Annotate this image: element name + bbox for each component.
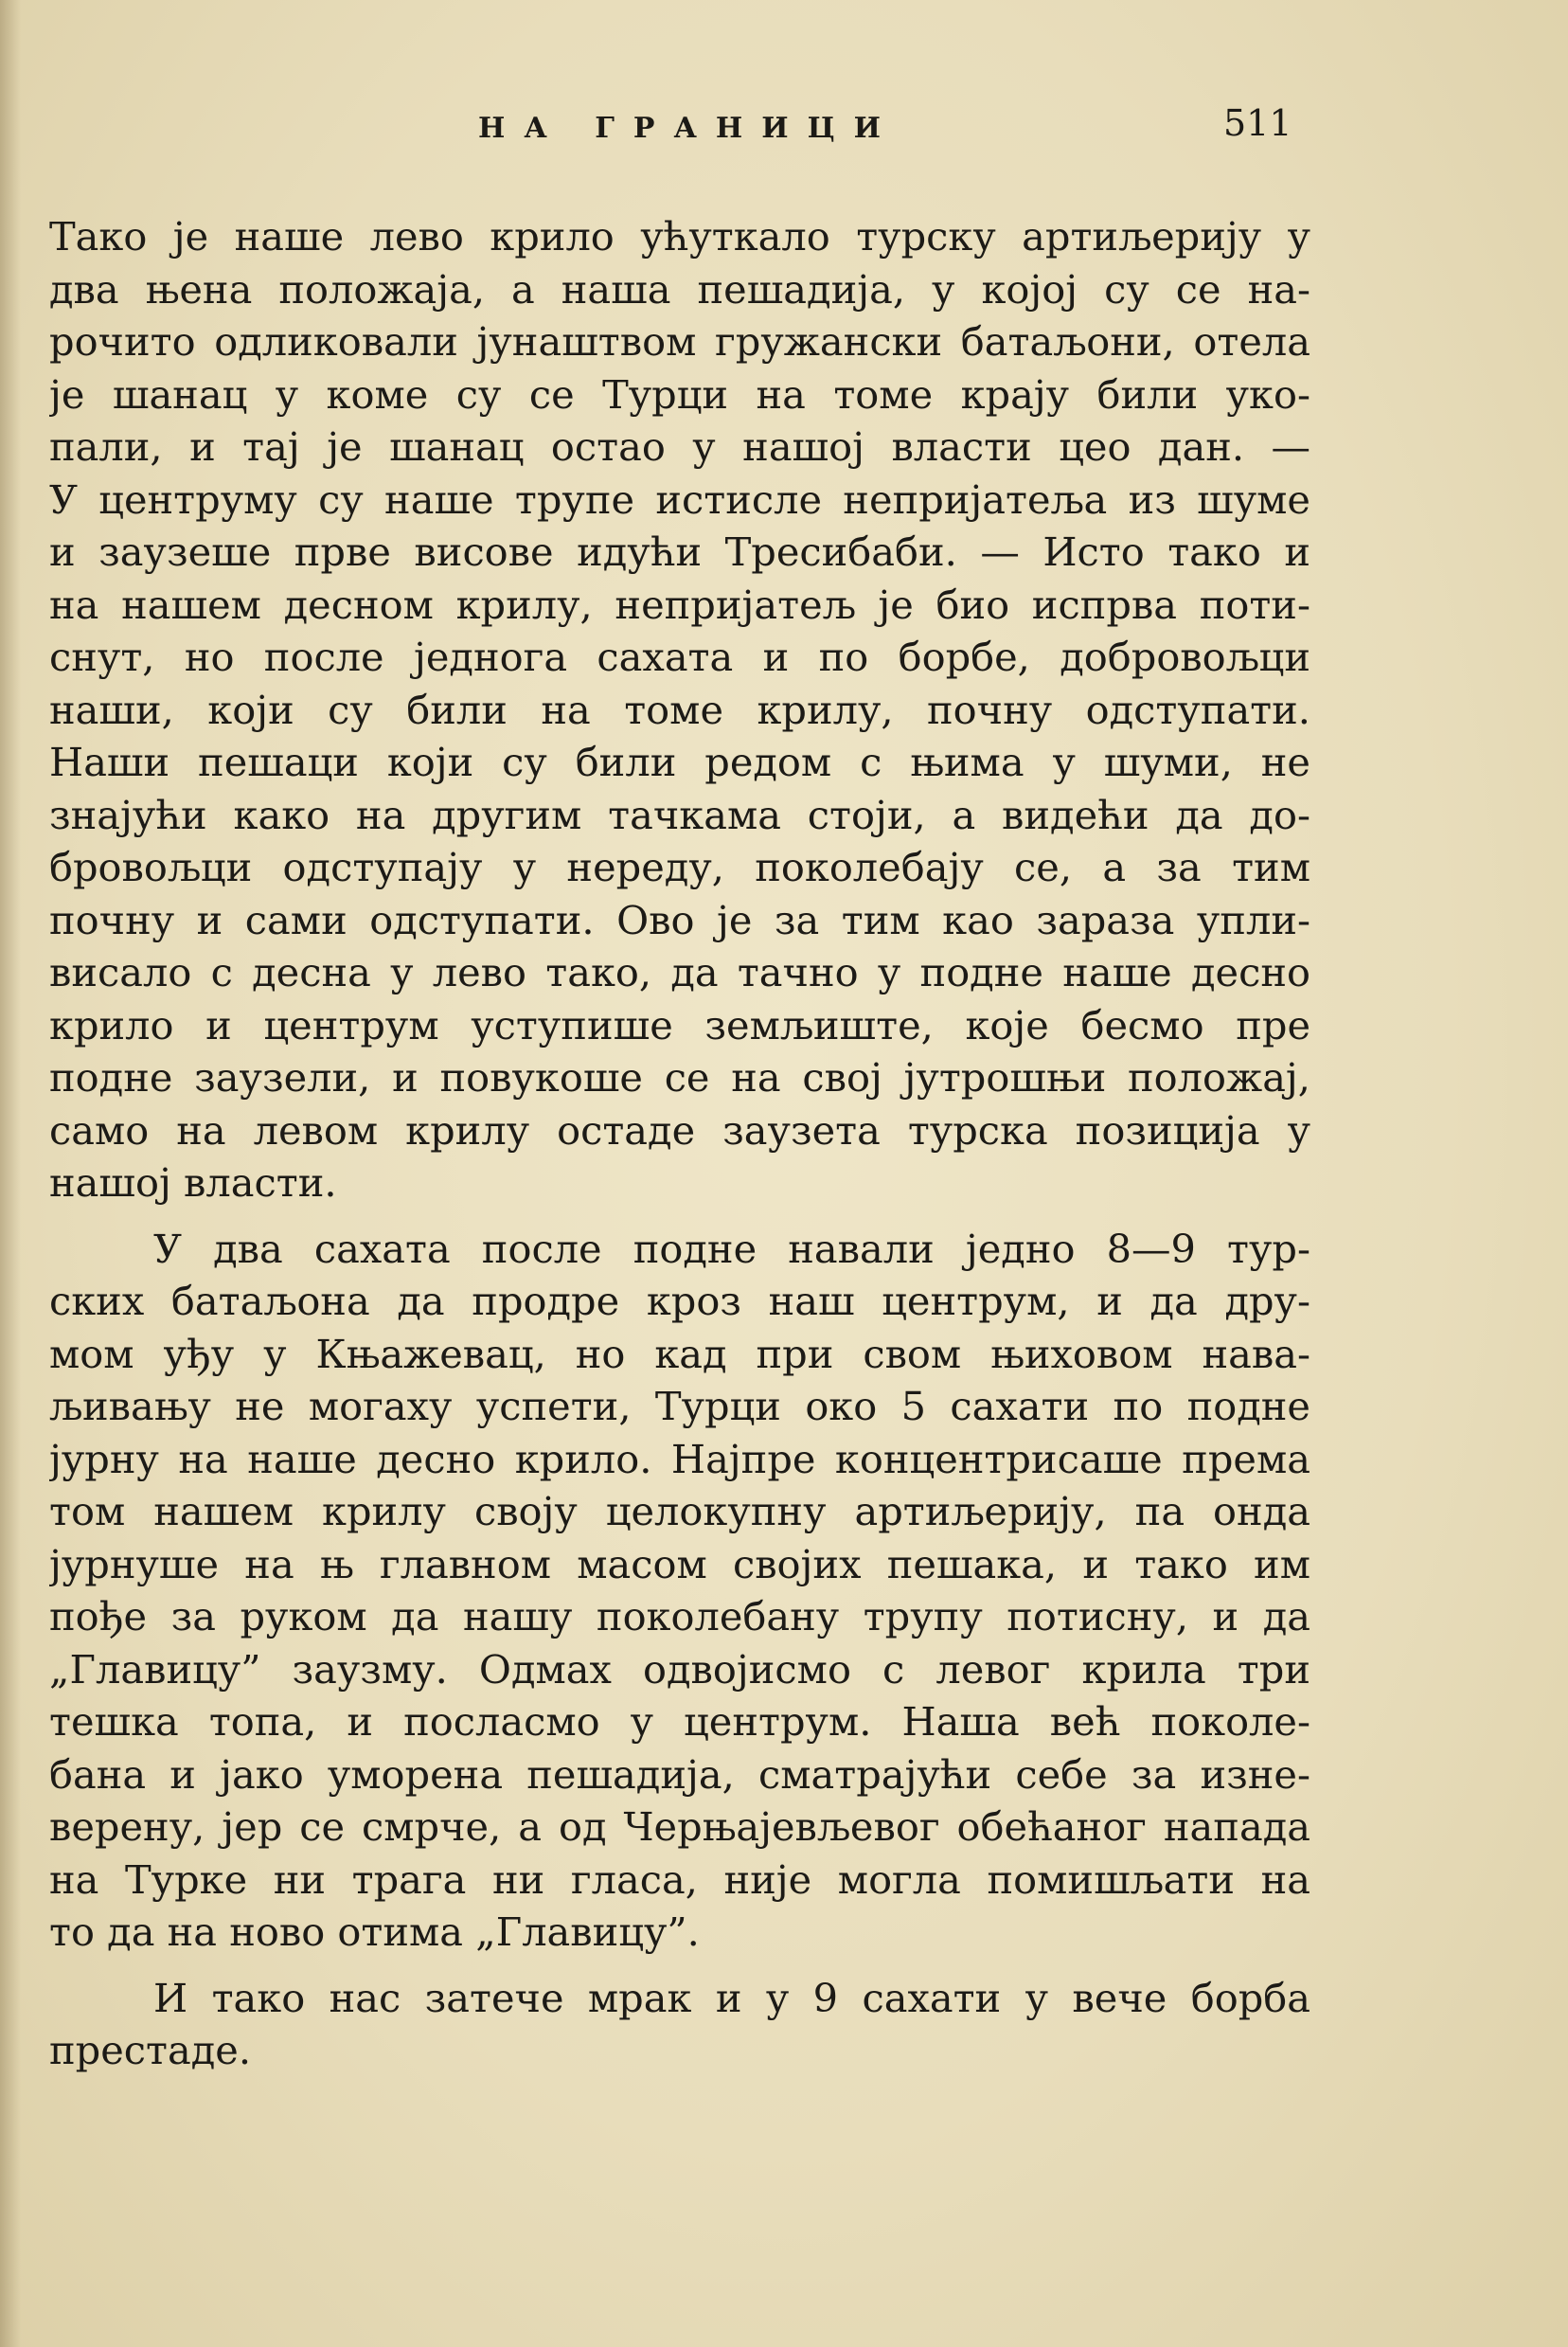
text-line: крило и центрум уступише земљиште, које бесмо пре bbox=[49, 1001, 1310, 1048]
text-line: том нашем крилу своју целокупну артиљерију, па онда bbox=[49, 1488, 1310, 1534]
text-line: то да на ново отима „Главицу”. bbox=[49, 1908, 700, 1955]
text-line: тешка топа, и посласмо у центрум. Наша већ поколе- bbox=[49, 1698, 1310, 1745]
text-line: два њена положаја, а наша пешадија, у којој су се на- bbox=[49, 265, 1310, 313]
text-line: јурну на наше десно крило. Најпре концентрисаше према bbox=[49, 1435, 1310, 1482]
paragraph-gap bbox=[49, 1209, 1310, 1223]
text-line: је шанац у коме су се Турци на томе крају били уко- bbox=[49, 370, 1310, 418]
text-line: Тако је наше лево крило ућуткало турску артиљерију у bbox=[49, 213, 1310, 260]
text-line: на Турке ни трага ни гласа, није могла помишљати на bbox=[49, 1855, 1310, 1903]
text-line: верену, јер се смрче, а од Черњајевљевог обећаног напада bbox=[49, 1803, 1310, 1850]
paragraph bbox=[49, 210, 1310, 1209]
text-line: снут, но после једнога сахата и по борбе, добровољци bbox=[49, 634, 1310, 680]
text-line: „Главицу” заузму. Одмах одвојисмо с левог крила три bbox=[49, 1645, 1310, 1693]
text-line: само на левом крилу остаде заузета турска позиција у bbox=[49, 1106, 1310, 1154]
text-line: на нашем десном крилу, непријатељ је био испрва поти- bbox=[49, 581, 1310, 628]
text-line: У два сахата после подне навали једно 8—9 тур- bbox=[153, 1225, 1310, 1272]
paragraph bbox=[49, 1223, 1310, 1959]
text-line: ских батаљона да продре кроз наш центрум, и да дру- bbox=[49, 1278, 1310, 1324]
running-title: НА ГРАНИЦИ bbox=[478, 112, 900, 145]
text-line: наши, који су били на томе крилу, почну одступати. bbox=[49, 686, 1310, 733]
text-line: пође за руком да нашу поколебану трупу потисну, и да bbox=[49, 1593, 1310, 1639]
paragraph-gap bbox=[49, 1959, 1310, 1972]
text-line: и заузеше прве висове идући Тресибаби. — Исто тако и bbox=[49, 529, 1310, 575]
text-line: почну и сами одступати. Ово је за тим као зараза упли- bbox=[49, 896, 1310, 943]
paragraph bbox=[49, 1972, 1310, 2077]
spine-shadow bbox=[0, 0, 21, 2347]
text-line: престаде. bbox=[49, 2027, 252, 2073]
text-line: бровољци одступају у нереду, поколебају се, а за тим bbox=[49, 844, 1310, 890]
text-line: нашој власти. bbox=[49, 1159, 337, 1206]
body-text bbox=[49, 210, 1310, 2077]
text-line: подне заузели, и повукоше се на свој јутрошњи положај, bbox=[49, 1054, 1310, 1101]
text-line: У центруму су наше трупе истисле непријатеља из шуме bbox=[49, 475, 1310, 523]
text-line: пали, и тај је шанац остао у нашој власти цео дан. — bbox=[49, 423, 1310, 470]
text-line: бана и јако уморена пешадија, сматрајући себе за изне- bbox=[49, 1750, 1310, 1798]
page-number: 511 bbox=[1223, 102, 1292, 144]
text-line: висало с десна у лево тако, да тачно у подне наше десно bbox=[49, 949, 1310, 995]
text-line: мом уђу у Књажевац, но кад при свом њиховом нава- bbox=[49, 1330, 1310, 1377]
text-line: рочито одликовали јунаштвом гружански батаљони, отела bbox=[49, 318, 1310, 365]
text-line: јурнуше на њ главном масом својих пешака, и тако им bbox=[49, 1540, 1310, 1587]
text-line: љивању не могаху успети, Турци око 5 сахати по подне bbox=[49, 1383, 1310, 1429]
text-line: знајући како на другим тачкама стоји, а видећи да до- bbox=[49, 791, 1310, 838]
text-line: Наши пешаци који су били редом с њима у шуми, не bbox=[49, 739, 1310, 785]
text-line: И тако нас затече мрак и у 9 сахати у вече борба bbox=[153, 1974, 1310, 2021]
